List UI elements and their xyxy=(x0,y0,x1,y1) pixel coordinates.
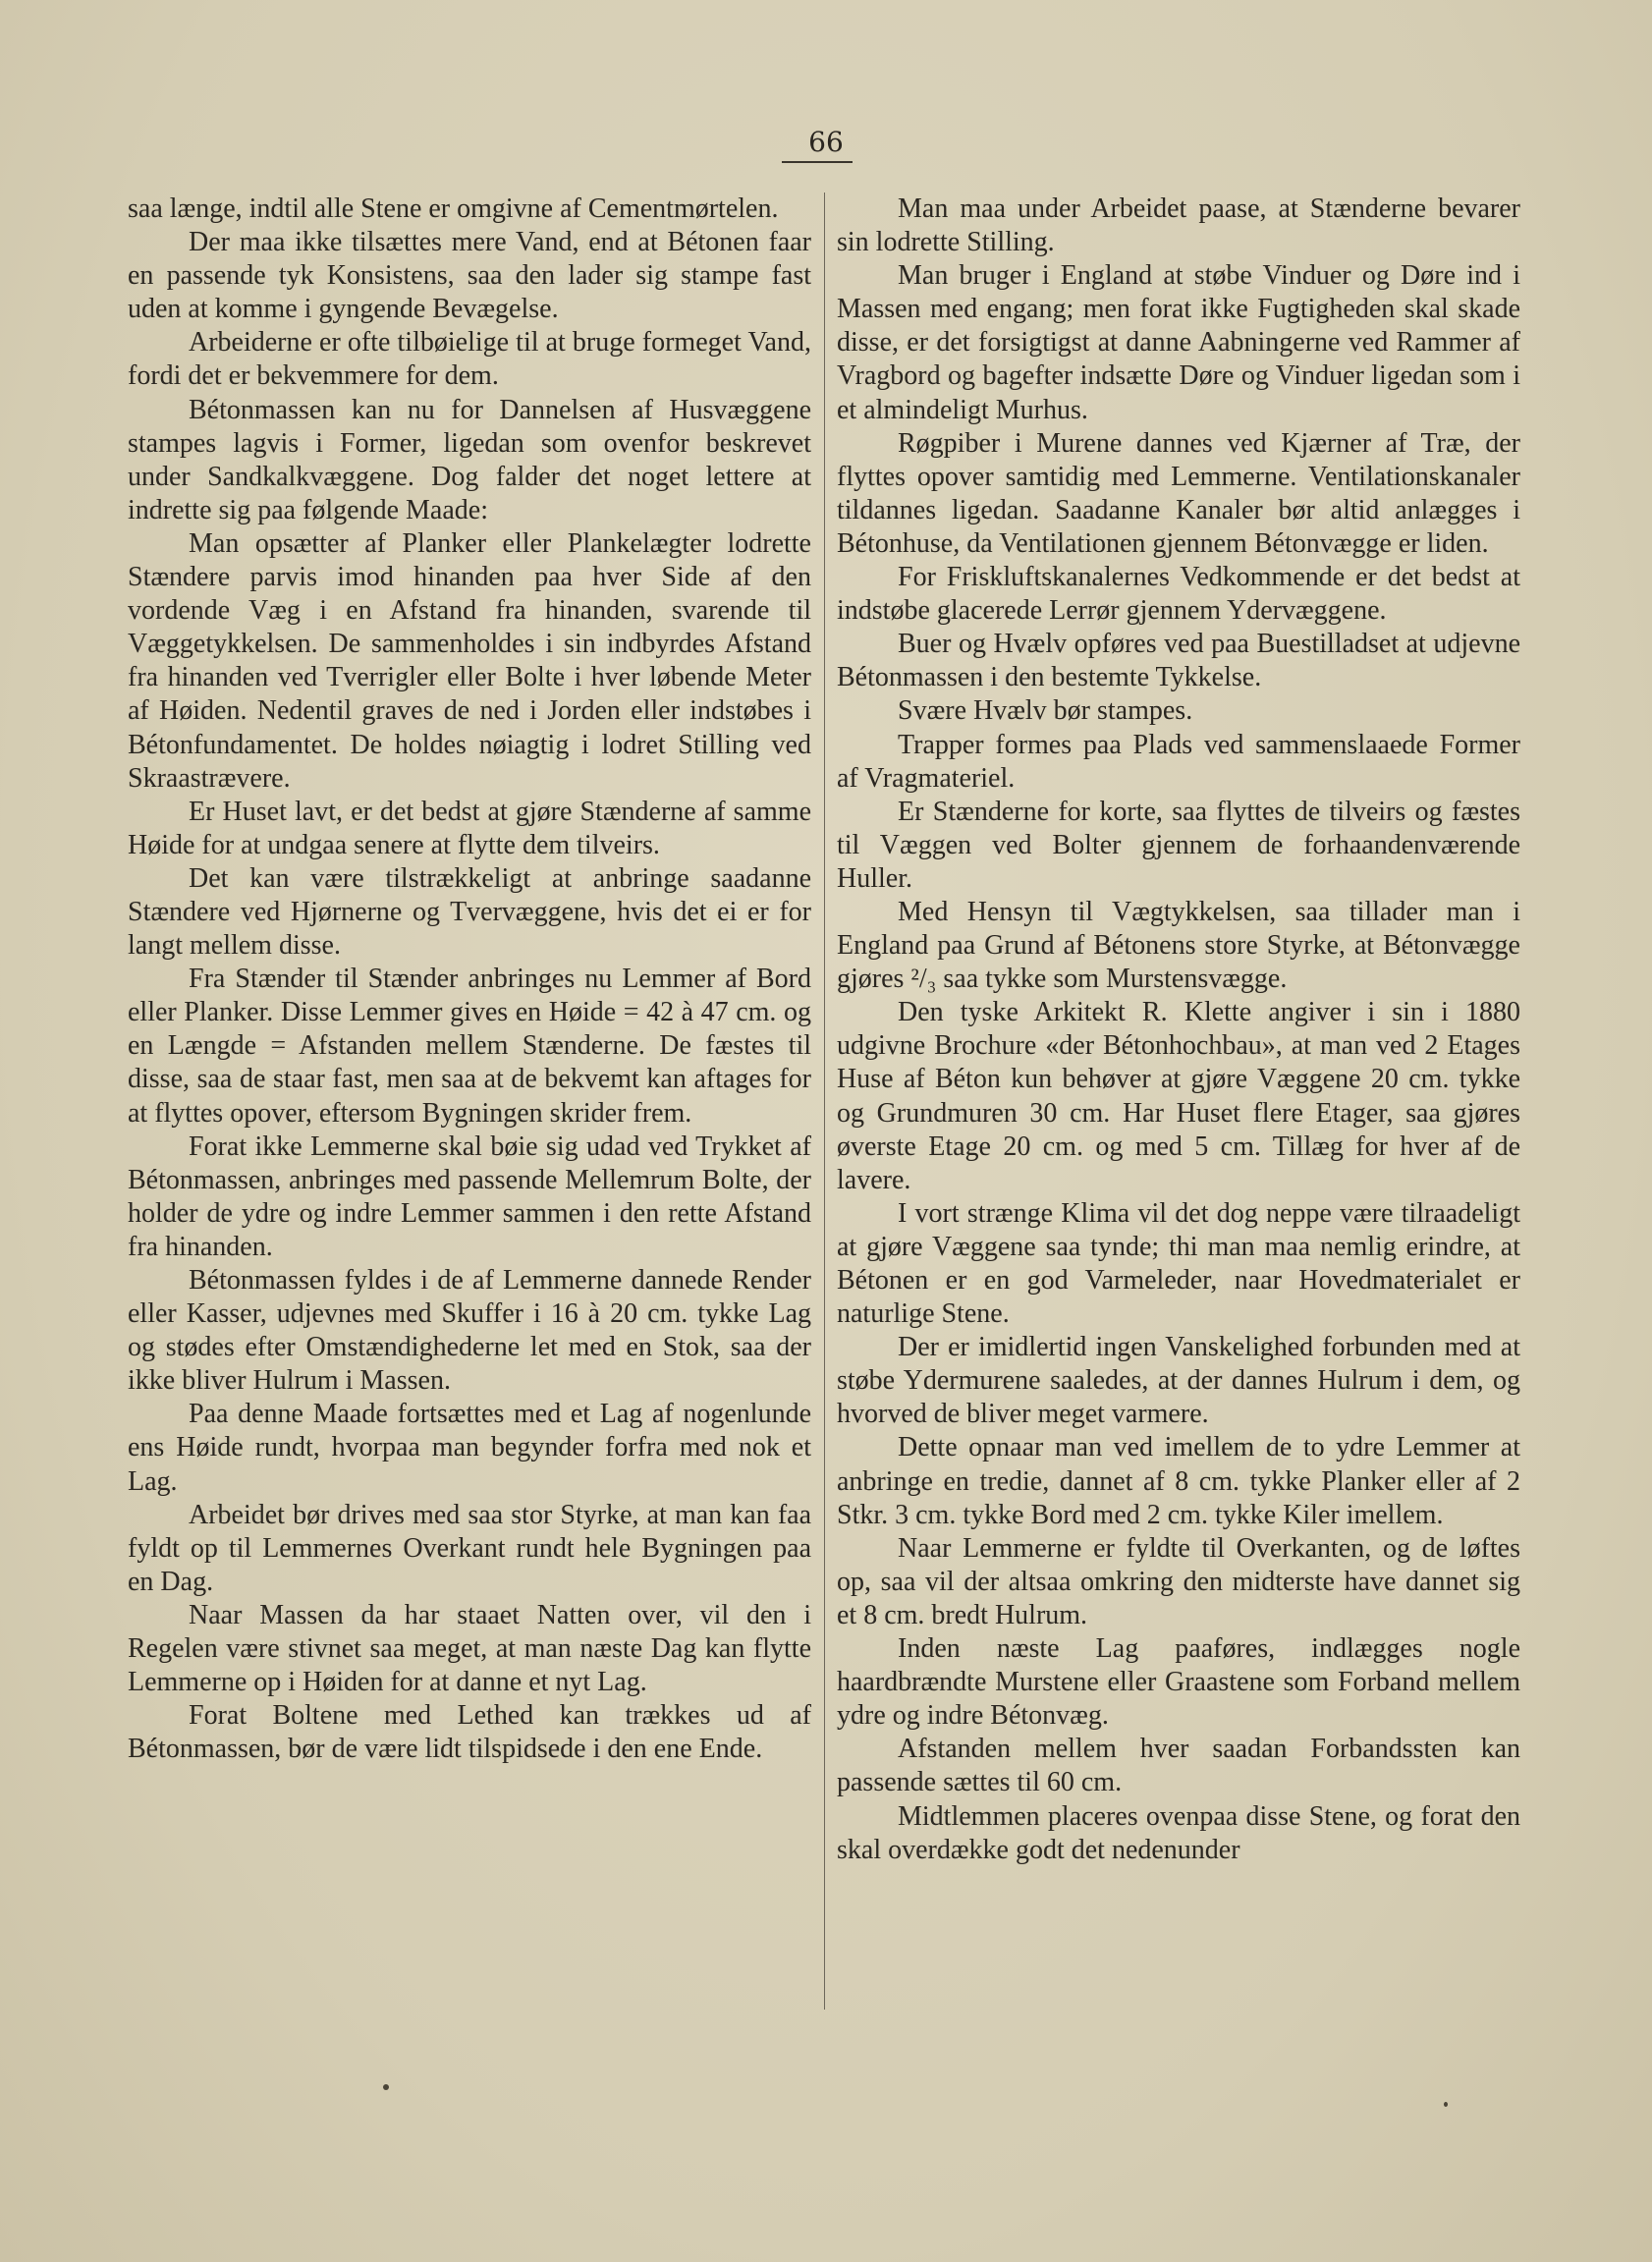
paragraph: Der er imidlertid ingen Vanskelighed forbunden med at støbe Ydermurene saaledes, at der dannes Hulrum i dem, og hvorved de bliver meget varmere. xyxy=(837,1332,1520,1430)
paragraph: saa længe, indtil alle Stene er omgivne af Cementmørtelen. xyxy=(128,193,779,224)
paragraph: Det kan være tilstrækkeligt at anbringe saadanne Stændere ved Hjørnerne og Tvervæggene, hvis det ei er for langt mellem disse. xyxy=(128,862,811,962)
left-column xyxy=(128,193,811,1766)
paragraph: Man maa under Arbeidet paase, at Stænderne bevarer sin lodrette Stilling. xyxy=(837,193,1520,258)
paragraph: Er Stænderne for korte, saa flyttes de tilveirs og fæstes til Væggen ved Bolter gjennem de forhaandenværende Huller. xyxy=(837,796,1520,894)
paragraph: Man opsætter af Planker eller Plankelægter lodrette Stændere parvis imod hinanden paa hver Side af den vordende Væg i en Afstand fra hinanden, svarende til Væggetykkelsen. De sammenholdes i sin indbyrdes Afstand fra hinanden ved Tverrigler eller Bolte i hver løbende Meter af Høiden. Nedentil graves de ned i Jorden eller indstøbes i Bétonfundamentet. De holdes nøiagtig i lodret Stilling ved Skraastrævere. xyxy=(128,527,811,794)
paragraph: Dette opnaar man ved imellem de to ydre Lemmer at anbringe en tredie, dannet af 8 cm. tykke Planker eller af 2 Stkr. 3 cm. tykke Bord med 2 cm. tykke Kiler imellem. xyxy=(837,1432,1520,1530)
paragraph: Buer og Hvælv opføres ved paa Buestilladset at udjevne Bétonmassen i den bestemte Tykkelse. xyxy=(837,629,1520,693)
paragraph: Trapper formes paa Plads ved sammenslaaede Former af Vragmateriel. xyxy=(837,729,1520,794)
paragraph: Med Hensyn til Vægtykkelsen, saa tillader man i England paa Grund af Bétonens store Styrke, at Bétonvægge gjøres ²/₃ saa tykke som Murstensvægge. xyxy=(837,896,1520,995)
paragraph: Der maa ikke tilsættes mere Vand, end at Bétonen faar en passende tyk Konsistens, saa den lader sig stampe fast uden at komme i gyngende Bevægelse. xyxy=(128,227,811,325)
paragraph: Arbeiderne er ofte tilbøielige til at bruge formeget Vand, fordi det er bekvemmere for dem. xyxy=(128,327,811,392)
paragraph: Røgpiber i Murene dannes ved Kjærner af Træ, der flyttes opover samtidig med Lemmerne. Ventilationskanaler tildannes ligedan. Saadanne Kanaler bør altid anlægges i Bétonhuse, da Ventilationen gjennem Bétonvægge er liden. xyxy=(837,427,1520,559)
paper-speck xyxy=(1444,2102,1448,2107)
paragraph: Naar Massen da har staaet Natten over, vil den i Regelen være stivnet saa meget, at man næste Dag kan flytte Lemmerne op i Høiden for at danne et nyt Lag. xyxy=(128,1599,811,1698)
paragraph: Den tyske Arkitekt R. Klette angiver i sin i 1880 udgivne Brochure «der Bétonhochbau», at man ved 2 Etages Huse af Béton kun behøver at gjøre Væggene 20 cm. tykke og Grundmuren 30 cm. Har Huset flere Etager, saa gjøres øverste Etage 20 cm. og med 5 cm. Tillæg for hver af de lavere. xyxy=(837,997,1520,1195)
column-divider xyxy=(824,193,825,2010)
paragraph: Afstanden mellem hver saadan Forbandssten kan passende sættes til 60 cm. xyxy=(837,1734,1520,1798)
paragraph: Midtlemmen placeres ovenpaa disse Stene, og forat den skal overdække godt det nedenunder xyxy=(837,1800,1520,1865)
paragraph: Arbeidet bør drives med saa stor Styrke, at man kan faa fyldt op til Lemmernes Overkant rundt hele Bygningen paa en Dag. xyxy=(128,1499,811,1597)
paragraph: I vort strænge Klima vil det dog neppe være tilraadeligt at gjøre Væggene saa tynde; thi man maa nemlig erindre, at Bétonen er en god Varmeleder, naar Hovedmaterialet er naturlige Stene. xyxy=(837,1197,1520,1330)
paragraph: Er Huset lavt, er det bedst at gjøre Stænderne af samme Høide for at undgaa senere at flytte dem tilveirs. xyxy=(128,796,811,860)
paragraph: Svære Hvælv bør stampes. xyxy=(898,695,1193,727)
paragraph: Bétonmassen kan nu for Dannelsen af Husvæggene stampes lagvis i Former, ligedan som ovenfor beskrevet under Sandkalkvæggene. Dog falder det noget lettere at indrette sig paa følgende Maade: xyxy=(128,394,811,525)
paragraph: Bétonmassen fyldes i de af Lemmerne dannede Render eller Kasser, udjevnes med Skuffer i 16 à 20 cm. tykke Lag og stødes efter Omstændighederne let med en Stok, saa der ikke bliver Hulrum i Massen. xyxy=(128,1265,811,1397)
page-number-underline xyxy=(782,161,853,163)
right-column xyxy=(837,193,1520,1867)
paragraph: Forat ikke Lemmerne skal bøie sig udad ved Trykket af Bétonmassen, anbringes med passende Mellemrum Bolte, der holder de ydre og indre Lemmer sammen i den rette Afstand fra hinanden. xyxy=(128,1131,811,1262)
paragraph: Fra Stænder til Stænder anbringes nu Lemmer af Bord eller Planker. Disse Lemmer gives en Høide = 42 à 47 cm. og en Længde = Afstanden mellem Stænderne. De fæstes til disse, saa de staar fast, men saa at de bekvemt kan aftages for at flyttes opover, eftersom Bygningen skrider frem. xyxy=(128,964,811,1129)
paragraph: For Friskluftskanalernes Vedkommende er det bedst at indstøbe glacerede Lerrør gjennem Ydervæggene. xyxy=(837,562,1520,627)
paragraph: Naar Lemmerne er fyldte til Overkanten, og de løftes op, saa vil der altsaa omkring den midterste have dannet sig et 8 cm. bredt Hulrum. xyxy=(837,1532,1520,1630)
paragraph: Inden næste Lag paaføres, indlægges nogle haardbrændte Murstene eller Graastene som Forband mellem ydre og indre Bétonvæg. xyxy=(837,1633,1520,1732)
page-number: 66 xyxy=(808,126,844,158)
paragraph: Paa denne Maade fortsættes med et Lag af nogenlunde ens Høide rundt, hvorpaa man begynder forfra med nok et Lag. xyxy=(128,1399,811,1497)
paragraph: Forat Boltene med Lethed kan trækkes ud af Bétonmassen, bør de være lidt tilspidsede i den ene Ende. xyxy=(128,1700,811,1765)
paper-speck xyxy=(383,2084,389,2090)
paragraph: Man bruger i England at støbe Vinduer og Døre ind i Massen med engang; men forat ikke Fugtigheden skal skade disse, er det forsigtigst at danne Aabningerne ved Rammer af Vragbord og bagefter indsætte Døre og Vinduer ligedan som i et almindeligt Murhus. xyxy=(837,260,1520,425)
